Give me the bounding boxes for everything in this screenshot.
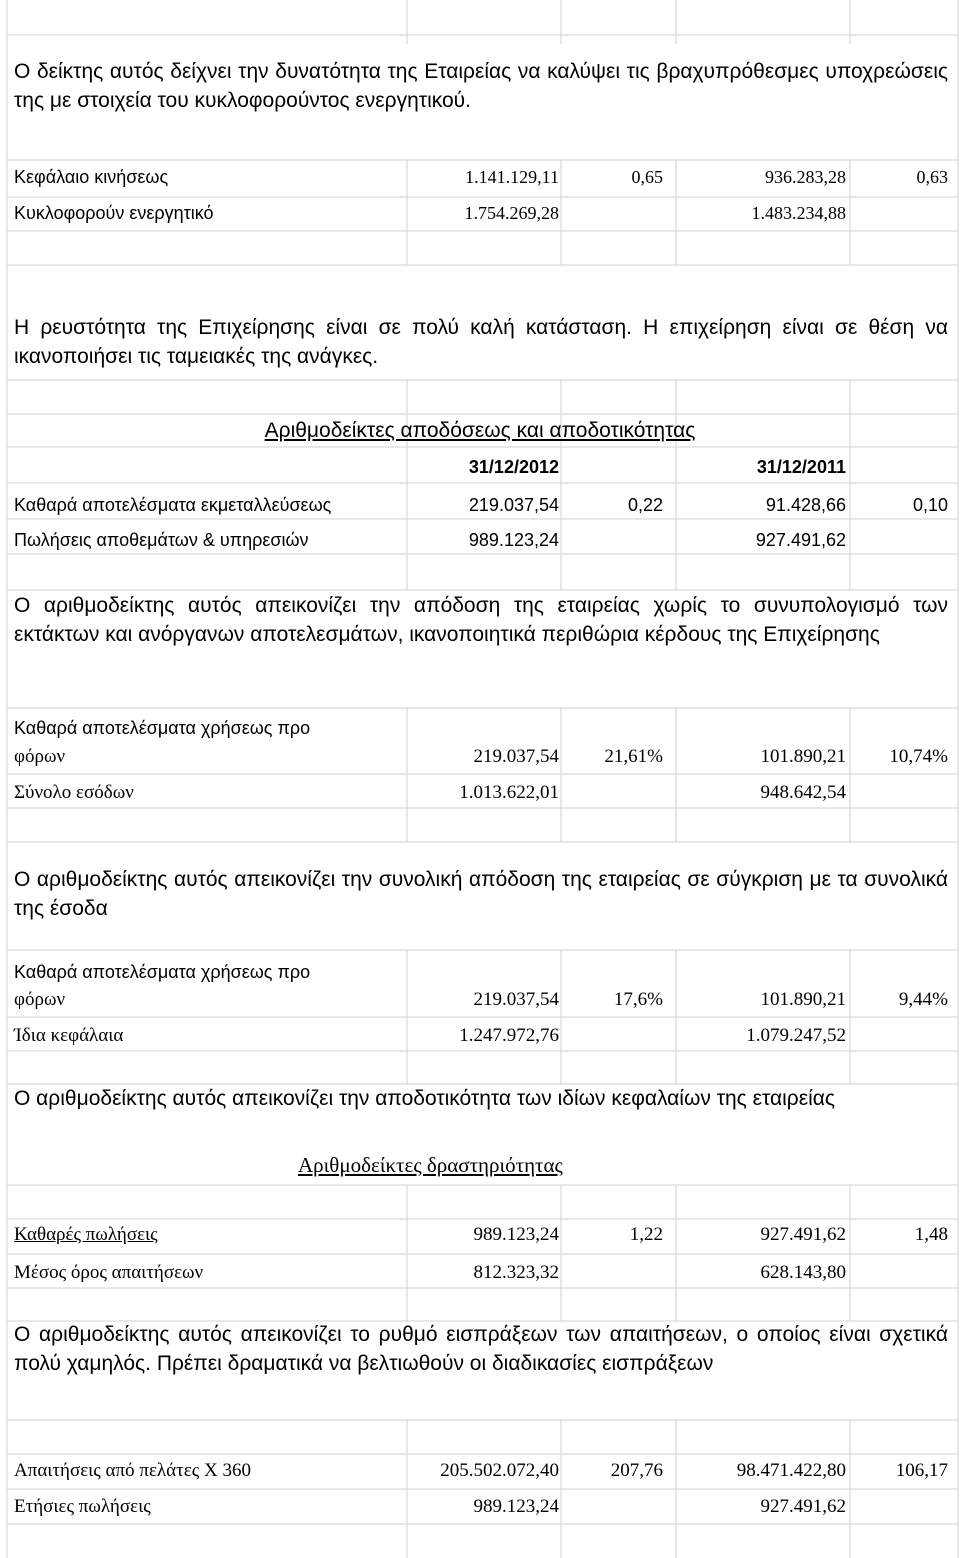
row-label-line1: Καθαρά αποτελέσματα χρήσεως προ [14, 718, 311, 738]
ratio-2012: 17,6% [613, 989, 663, 1010]
ratio-2011: 106,17 [895, 1460, 948, 1481]
profitability-comment: Ο αριθμοδείκτης αυτός απεικονίζει την απόδοση της εταιρείας χωρίς το συνυπολογισμό των εκτάκτων και ανόργανων αποτελεσμάτων, ικανοποιητικά περιθώρια κέρδους της Επιχείρησης [14, 594, 948, 646]
ratio-2011: 9,44% [898, 989, 948, 1010]
row-label: Σύνολο εσόδων [14, 782, 134, 803]
value-2011: 101.890,21 [760, 746, 846, 767]
ratio-2011: 10,74% [889, 746, 948, 767]
ratio-2012: 1,22 [629, 1224, 663, 1245]
ratio-2012: 0,65 [631, 167, 663, 187]
value-2011: 98.471.422,80 [736, 1460, 846, 1481]
ratio-2011: 1,48 [914, 1224, 948, 1245]
row-label: Κεφάλαιο κινήσεως [14, 167, 169, 187]
value-2012: 1.247.972,76 [459, 1025, 559, 1046]
liquidity-intro: Ο δείκτης αυτός δείχνει την δυνατότητα της Εταιρείας να καλύψει τις βραχυπρόθεσμες υποχρεώσεις της με στοιχεία του κυκλοφορούντος ενεργητικού. [14, 60, 948, 112]
value-2011: 948.642,54 [760, 782, 846, 803]
ratio-2012: 21,61% [604, 746, 663, 767]
net-margin-comment: Ο αριθμοδείκτης αυτός απεικονίζει την συνολική απόδοση της εταιρείας σε σύγκριση με τα συνολικά της έσοδα [14, 868, 948, 920]
value-2012: 989.123,24 [473, 1224, 559, 1245]
value-2012: 812.323,32 [473, 1262, 559, 1283]
row-label: Ίδια κεφάλαια [14, 1025, 124, 1046]
value-2012: 219.037,54 [473, 746, 559, 767]
liquidity-comment: Η ρευστότητα της Επιχείρησης είναι σε πολύ καλή κατάσταση. Η επιχείρηση είναι σε θέση να ικανοποιήσει τις ταμειακές της ανάγκες. [14, 316, 948, 368]
activity-comment: Ο αριθμοδείκτης αυτός απεικονίζει το ρυθμό εισπράξεων των απαιτήσεων, ο οποίος είναι σχετικά πολύ χαμηλός. Πρέπει δραματικά να βελτιωθούν οι διαδικασίες εισπράξεων [14, 1323, 948, 1375]
row-label: Καθαρά αποτελέσματα εκμεταλλεύσεως [14, 495, 332, 515]
value-2011: 1.079.247,52 [746, 1025, 846, 1046]
row-label: Ετήσιες πωλήσεις [14, 1496, 151, 1517]
ratio-2011: 0,63 [916, 167, 948, 187]
ratio-2011: 0,10 [912, 495, 948, 515]
value-2012: 219.037,54 [468, 495, 559, 515]
row-label: Απαιτήσεις από πελάτες Χ 360 [14, 1460, 251, 1481]
value-2012: 989.123,24 [468, 530, 559, 550]
column-header-2011: 31/12/2011 [756, 457, 846, 477]
value-2012: 989.123,24 [473, 1496, 559, 1517]
value-2012: 1.754.269,28 [464, 203, 559, 223]
row-label: Μέσος όρος απαιτήσεων [14, 1262, 204, 1283]
ratio-2012: 207,76 [610, 1460, 663, 1481]
row-label-line2: φόρων [14, 989, 66, 1010]
value-2011: 927.491,62 [760, 1224, 846, 1245]
value-2011: 91.428,66 [765, 495, 846, 515]
value-2011: 101.890,21 [760, 989, 846, 1010]
value-2012: 1.013.622,01 [459, 782, 559, 803]
value-2012: 219.037,54 [473, 989, 559, 1010]
row-label: Πωλήσεις αποθεμάτων & υπηρεσιών [14, 530, 309, 550]
roe-comment: Ο αριθμοδείκτης αυτός απεικονίζει την αποδοτικότητα των ιδίων κεφαλαίων της εταιρείας [14, 1087, 836, 1110]
ratio-2012: 0,22 [627, 495, 663, 515]
value-2011: 1.483.234,88 [751, 203, 846, 223]
value-2011: 927.491,62 [755, 530, 846, 550]
column-header-2012: 31/12/2012 [468, 457, 559, 477]
value-2011: 936.283,28 [765, 167, 846, 187]
value-2011: 628.143,80 [760, 1262, 846, 1283]
profitability-title: Αριθμοδείκτες αποδόσεως και αποδοτικότητας [264, 419, 696, 442]
value-2012: 205.502.072,40 [440, 1460, 559, 1481]
row-label: Καθαρές πωλήσεις [14, 1224, 158, 1245]
row-label: Κυκλοφορούν ενεργητικό [14, 203, 214, 223]
row-label-line2: φόρων [14, 746, 66, 767]
activity-title: Αριθμοδείκτες δραστηριότητας [298, 1153, 563, 1177]
value-2012: 1.141.129,11 [465, 167, 559, 187]
value-2011: 927.491,62 [760, 1496, 846, 1517]
row-label-line1: Καθαρά αποτελέσματα χρήσεως προ [14, 962, 311, 982]
